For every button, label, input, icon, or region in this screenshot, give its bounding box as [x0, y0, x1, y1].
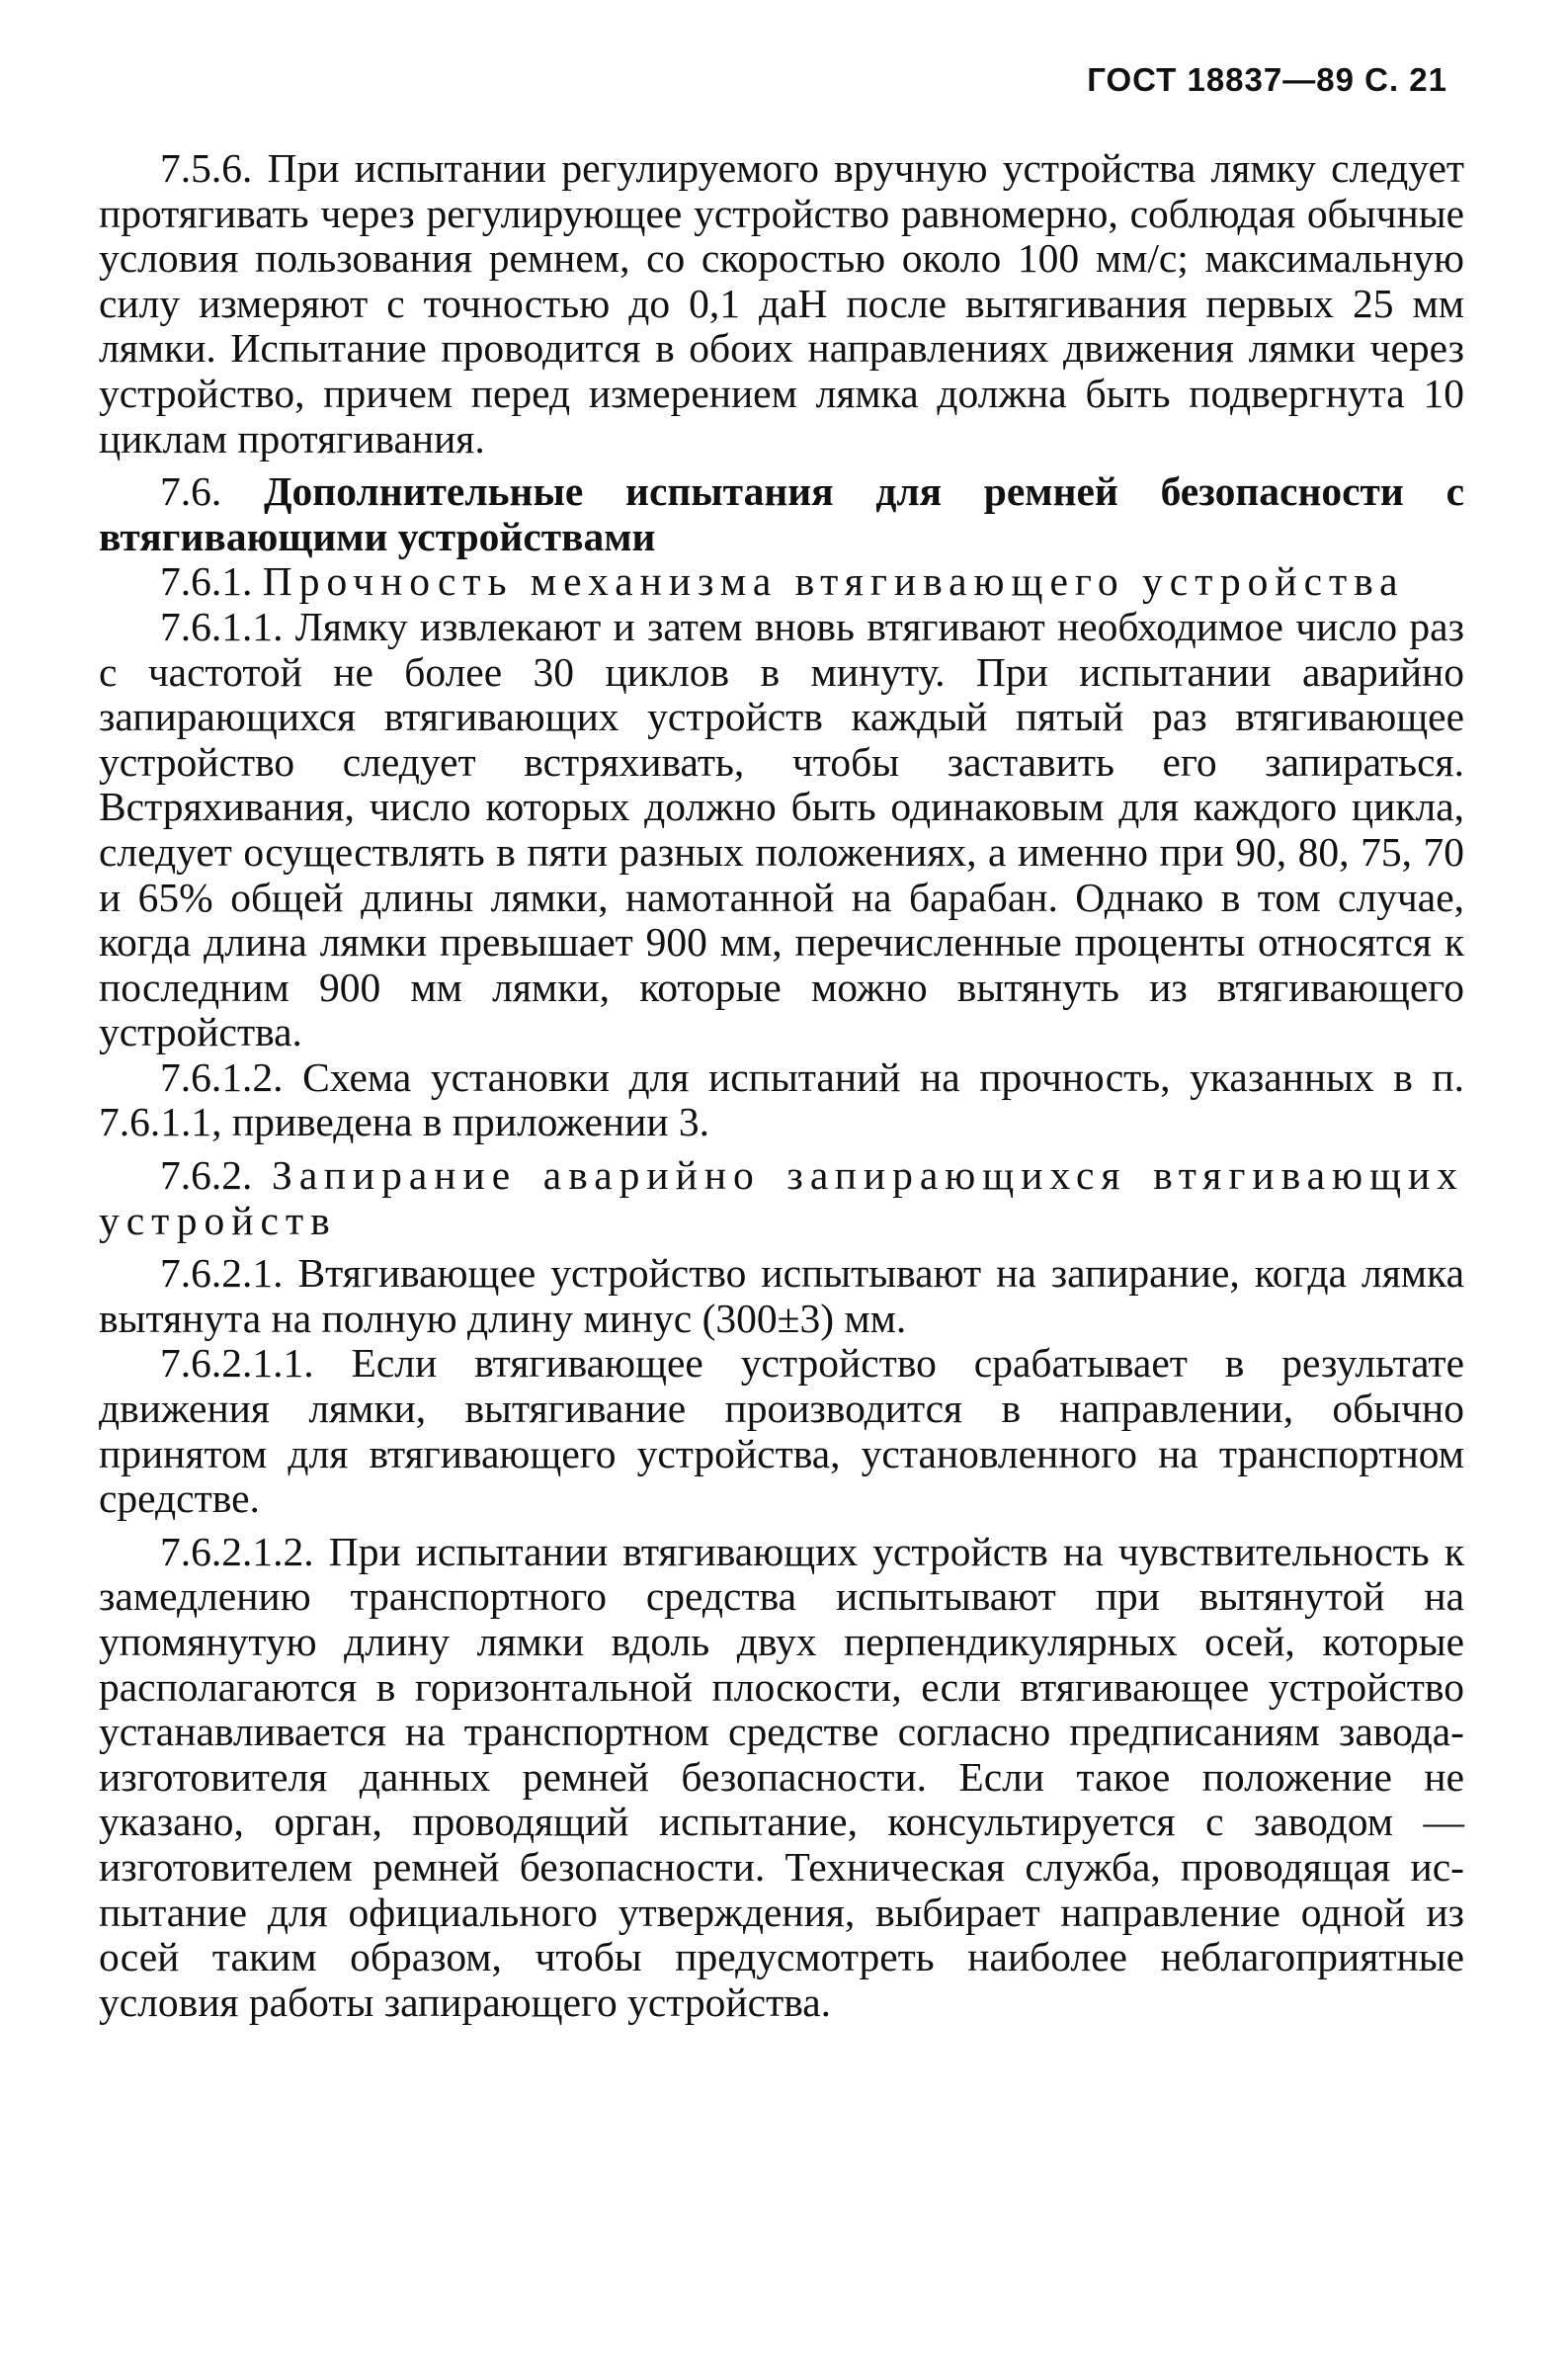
section-number: 7.6. — [160, 468, 222, 515]
subsection-number: 7.6.1. — [160, 558, 253, 605]
subsection-7-6-2-heading — [99, 1153, 1464, 1243]
section-7-6-heading — [99, 469, 1464, 559]
subsection-number: 7.6.2. — [160, 1152, 253, 1199]
paragraph-7-5-6: 7.5.6. При испытании регулируемого вручную устройства лямку следует протягивать через регулирующее устройство равномерно, соблюдая обычные условия пользования ремнем, со скоростью около 100 мм/с; максимальную силу измеряют с точностью до 0,1 даН после вытягивания первых 25 мм лямки. Испытание проводится в обоих направлениях движения лямки через устройство, причем перед измерением лямка должна быть подвергнута 10 циклам протягивания. — [99, 145, 1464, 462]
paragraph-7-6-1-1: 7.6.1.1. Лямку извлекают и затем вновь втягивают необходимое число раз с частотой не более 30 циклов в минуту. При испытании аварийно запирающихся втягивающих устройств каждый пятый раз втягивающее устройство следует встряхивать, чтобы заставить его запираться. Встряхивания, число которых должно быть одинаковым для каждого цикла, следует осуществлять в пяти разных положениях, а именно при 90, 80, 75, 70 и 65% общей длины лямки, намотанной на барабан. Однако в том случае, когда длина лямки превышает 900 мм, перечисленные проценты относятся к последним 900 мм лямки, которые можно вытянуть из втягивающего устройства. — [99, 603, 1464, 1055]
body-text — [99, 146, 1464, 2025]
page-header — [1087, 61, 1447, 99]
paragraph-7-6-2-1-2: 7.6.2.1.2. При испытании втягивающих устройств на чувствительность к замедлению транспортного средства испытывают при вытянутой на упомянутую длину лямки вдоль двух перпендикулярных осей, которые располагаются в горизонтальной плоскости, если втягивающее устройство устанавливается на транспортном средстве согласно предписаниям завода-изготовителя данных ремней безопасности. Если такое положение не указано, орган, проводящий испытание, консультируется с заводом — изготовителем ремней безопасности. Техническая служба, проводящая испытание для официального утверждения, выбирает направление одной из осей таким образом, чтобы предусмотреть наиболее неблагоприятные условия работы запирающего устройства. — [99, 1528, 1464, 2025]
subsection-7-6-1-heading — [99, 559, 1464, 605]
subsection-title: Запирание аварийно запирающихся втягивающих устройств — [99, 1152, 1465, 1243]
paragraph-7-6-1-2: 7.6.1.2. Схема установки для испытаний на прочность, указанных в п. 7.6.1.1, приведена в приложении 3. — [99, 1053, 1464, 1145]
paragraph-7-6-2-1-1: 7.6.2.1.1. Если втягивающее устройство срабатывает в результате движения лямки, вытягивание производится в направлении, обычно принятом для втягивающего устройства, установленного на транспортном средстве. — [99, 1340, 1464, 1522]
standard-number: ГОСТ 18837—89 — [1087, 61, 1355, 98]
subsection-title: Прочность механизма втягивающего устройства — [262, 558, 1405, 605]
page-number: С. 21 — [1364, 61, 1447, 98]
paragraph-7-6-2-1: 7.6.2.1. Втягивающее устройство испытывают на запирание, когда лямка вытянута на полную длину минус (300±3) мм. — [99, 1250, 1464, 1341]
section-title: Дополнительные испытания для ремней безопасности с втягивающими устройствами — [99, 468, 1464, 559]
